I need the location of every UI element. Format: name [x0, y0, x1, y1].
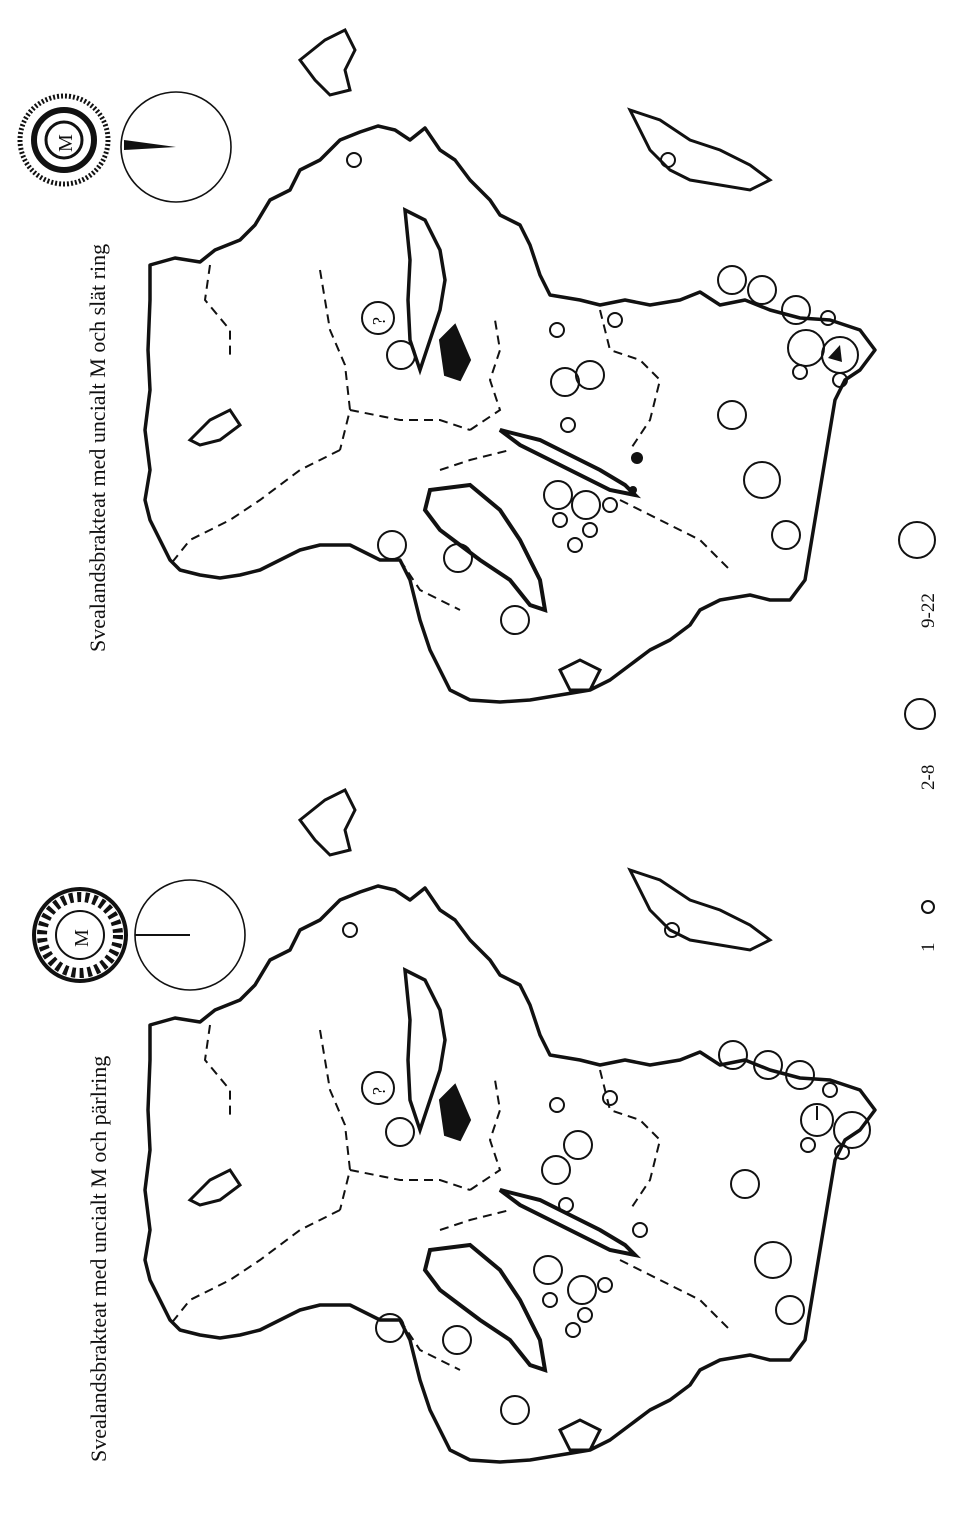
proportion-pie-top — [121, 92, 231, 202]
find-marker — [561, 418, 575, 432]
lake-bottom-2 — [440, 1085, 470, 1140]
legend-label-2-8: 2-8 — [918, 764, 939, 790]
find-marker-solid — [629, 486, 637, 494]
find-marker — [550, 323, 564, 337]
find-marker — [550, 1098, 564, 1112]
lake-top-4 — [425, 485, 545, 610]
find-marker — [793, 365, 807, 379]
find-markers-bottom — [343, 923, 870, 1424]
find-marker — [608, 313, 622, 327]
find-marker — [718, 266, 746, 294]
uncertain-mark-top: ? — [369, 317, 389, 325]
find-marker — [755, 1242, 791, 1278]
find-marker — [534, 1256, 562, 1284]
find-marker — [501, 1396, 529, 1424]
find-marker — [347, 153, 361, 167]
find-marker — [748, 276, 776, 304]
find-marker — [719, 1041, 747, 1069]
find-marker — [744, 462, 780, 498]
find-marker — [801, 1138, 815, 1152]
find-marker — [776, 1296, 804, 1324]
find-marker — [661, 153, 675, 167]
map-bottom — [0, 760, 960, 1524]
find-marker — [501, 606, 529, 634]
lake-bottom-1 — [405, 970, 445, 1130]
find-marker — [718, 401, 746, 429]
find-marker — [782, 296, 810, 324]
map-title-bottom: Svealandsbrakteat med uncialt M och pärlring — [86, 1055, 111, 1462]
find-marker — [603, 1091, 617, 1105]
find-marker — [598, 1278, 612, 1292]
island-top-3 — [190, 410, 240, 445]
find-marker — [568, 538, 582, 552]
find-marker — [343, 923, 357, 937]
svg-text:M: M — [55, 134, 77, 152]
lake-bottom-4 — [425, 1245, 545, 1370]
svg-text:M: M — [71, 929, 93, 947]
find-marker — [387, 341, 415, 369]
find-marker — [542, 1156, 570, 1184]
provinces-top — [170, 265, 730, 610]
coin-bracteate-smooth-ring-icon — [20, 96, 108, 184]
find-marker — [553, 513, 567, 527]
find-marker — [544, 481, 572, 509]
find-marker — [378, 531, 406, 559]
find-marker — [576, 361, 604, 389]
island-top-2 — [300, 30, 355, 95]
find-marker — [572, 491, 600, 519]
find-marker — [772, 521, 800, 549]
lake-top-2 — [440, 325, 470, 380]
find-marker — [603, 498, 617, 512]
find-marker — [444, 544, 472, 572]
find-marker — [823, 1083, 837, 1097]
coastline-top — [145, 126, 875, 702]
island-bottom-2 — [300, 790, 355, 855]
find-marker — [583, 523, 597, 537]
find-marker — [564, 1131, 592, 1159]
find-marker — [788, 330, 824, 366]
island-bottom-4 — [560, 1420, 600, 1450]
island-top-4 — [560, 660, 600, 690]
legend-label-9-22: 9-22 — [918, 593, 939, 628]
proportion-pie-bottom — [135, 880, 245, 990]
provinces-bottom — [170, 1025, 730, 1370]
find-marker — [543, 1293, 557, 1307]
coin-bracteate-pearl-ring-icon — [34, 889, 126, 981]
find-markers-top — [347, 153, 858, 634]
find-marker — [633, 1223, 647, 1237]
find-marker — [731, 1170, 759, 1198]
find-marker — [559, 1198, 573, 1212]
legend-label-1: 1 — [918, 942, 939, 952]
lake-bottom-3 — [500, 1190, 635, 1255]
island-bottom-3 — [190, 1170, 240, 1205]
uncertain-mark-bottom: ? — [369, 1087, 389, 1095]
find-marker — [834, 1112, 870, 1148]
find-marker — [443, 1326, 471, 1354]
map-title-top: Svealandsbrakteat med uncialt M och slät ring — [85, 243, 110, 652]
find-marker — [566, 1323, 580, 1337]
coastline-bottom — [145, 886, 875, 1462]
find-marker — [551, 368, 579, 396]
find-marker — [578, 1308, 592, 1322]
find-marker-solid — [631, 452, 643, 464]
find-marker — [376, 1314, 404, 1342]
find-marker-triangle — [828, 345, 842, 362]
island-top-1 — [630, 110, 770, 190]
find-marker — [386, 1118, 414, 1146]
island-bottom-1 — [630, 870, 770, 950]
find-marker — [568, 1276, 596, 1304]
map-top — [0, 0, 960, 760]
